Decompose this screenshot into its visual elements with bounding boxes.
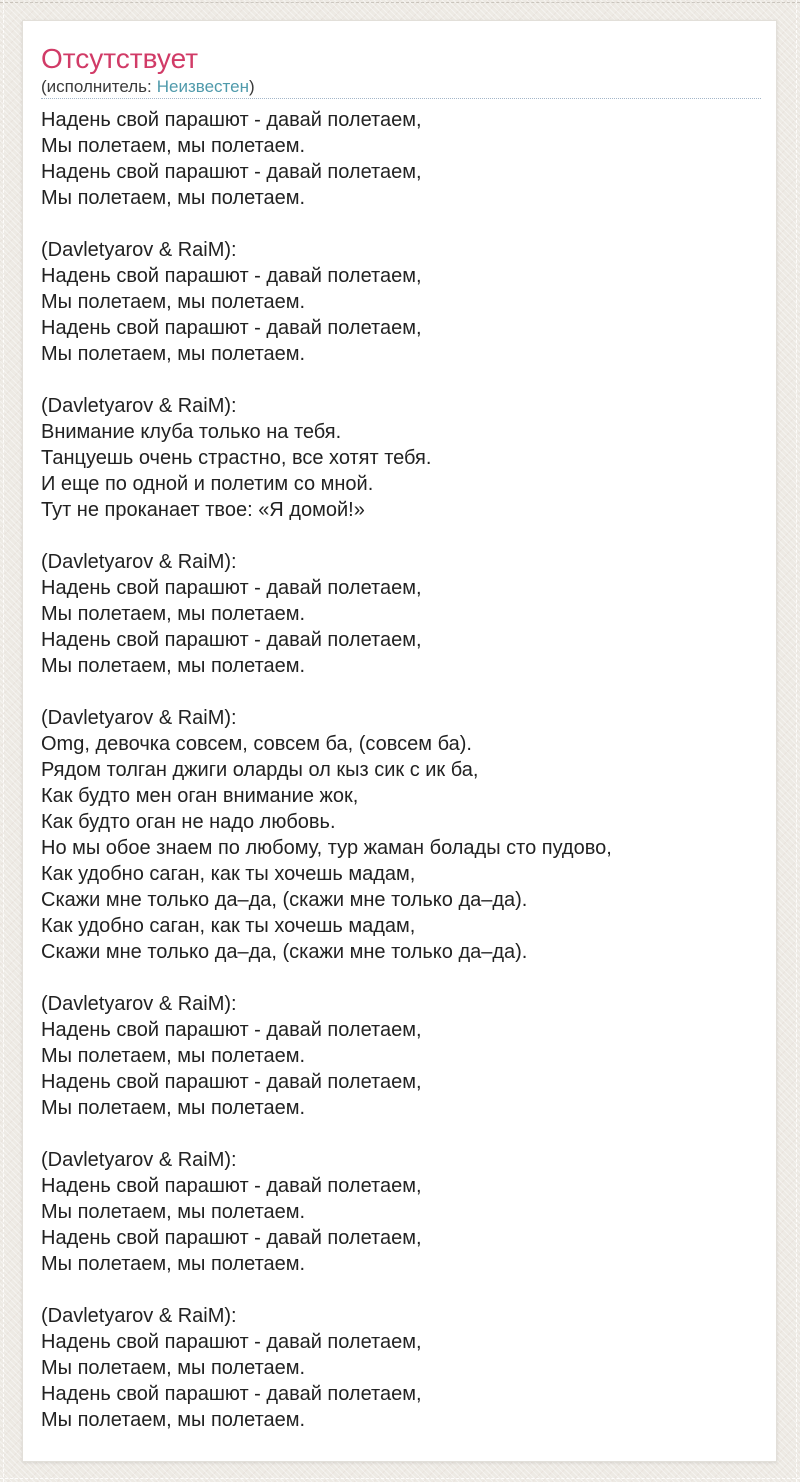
lyric-line: Как удобно саган, как ты хочешь мадам, [41, 915, 416, 937]
lyric-line: Надень свой парашют - давай полетаем, [41, 1383, 422, 1405]
lyrics-card [22, 20, 777, 1462]
lyric-line: Мы полетаем, мы полетаем. [41, 655, 306, 677]
lyric-line: Мы полетаем, мы полетаем. [41, 1357, 306, 1379]
lyric-line: Надень свой парашют - давай полетаем, [41, 1071, 422, 1093]
lyric-line: Надень свой парашют - давай полетаем, [41, 265, 422, 287]
background-stitch-bottom [0, 1478, 800, 1479]
lyric-line: Надень свой парашют - давай полетаем, [41, 1227, 422, 1249]
lyric-line: Omg, девочка совсем, совсем ба, (совсем ба). [41, 733, 472, 755]
artist-close-paren: ) [249, 77, 255, 96]
lyric-line: Мы полетаем, мы полетаем. [41, 343, 306, 365]
lyric-line: Надень свой парашют - давай полетаем, [41, 629, 422, 651]
background-stitch-left [3, 0, 4, 1482]
lyric-line: Внимание клуба только на тебя. [41, 421, 342, 443]
lyrics-paragraph [41, 705, 761, 965]
background-stitch-top [0, 2, 800, 3]
lyrics [41, 107, 761, 1433]
lyric-line: Надень свой парашют - давай полетаем, [41, 577, 422, 599]
lyric-line: Рядом толган джиги оларды ол кыз сик с ик ба, [41, 759, 479, 781]
lyric-line: Но мы обое знаем по любому, тур жаман болады сто пудово, [41, 837, 612, 859]
lyric-line: Танцуешь очень страстно, все хотят тебя. [41, 447, 432, 469]
lyrics-paragraph [41, 107, 761, 211]
lyric-line: Как будто оган не надо любовь. [41, 811, 336, 833]
lyric-line: Надень свой парашют - давай полетаем, [41, 1331, 422, 1353]
lyrics-paragraph [41, 237, 761, 367]
lyrics-paragraph [41, 991, 761, 1121]
lyric-line: Мы полетаем, мы полетаем. [41, 1201, 306, 1223]
lyric-line: Надень свой парашют - давай полетаем, [41, 109, 422, 131]
lyric-line: И еще по одной и полетим со мной. [41, 473, 374, 495]
lyric-line: Надень свой парашют - давай полетаем, [41, 1019, 422, 1041]
lyric-line: Мы полетаем, мы полетаем. [41, 603, 306, 625]
artist-link[interactable]: Неизвестен [156, 77, 249, 96]
lyric-line: Мы полетаем, мы полетаем. [41, 1045, 306, 1067]
lyric-line: Мы полетаем, мы полетаем. [41, 135, 306, 157]
background-stitch-right [796, 0, 797, 1482]
lyrics-paragraph [41, 549, 761, 679]
lyric-line: (Davletyarov & RaiM): [41, 993, 237, 1015]
lyric-line: (Davletyarov & RaiM): [41, 551, 237, 573]
lyric-line: Скажи мне только да–да, (скажи мне только да–да). [41, 889, 528, 911]
lyric-line: (Davletyarov & RaiM): [41, 707, 237, 729]
lyric-line: Надень свой парашют - давай полетаем, [41, 1175, 422, 1197]
lyric-line: (Davletyarov & RaiM): [41, 395, 237, 417]
artist-label: (исполнитель: [41, 77, 152, 96]
lyric-line: Надень свой парашют - давай полетаем, [41, 317, 422, 339]
lyric-line: Мы полетаем, мы полетаем. [41, 1097, 306, 1119]
lyric-line: Скажи мне только да–да, (скажи мне только да–да). [41, 941, 528, 963]
lyric-line: (Davletyarov & RaiM): [41, 239, 237, 261]
lyric-line: Мы полетаем, мы полетаем. [41, 291, 306, 313]
lyric-line: Мы полетаем, мы полетаем. [41, 1253, 306, 1275]
lyric-line: (Davletyarov & RaiM): [41, 1149, 237, 1171]
lyric-line: (Davletyarov & RaiM): [41, 1305, 237, 1327]
song-title: Отсутствует [41, 43, 199, 74]
lyric-line: Тут не проканает твое: «Я домой!» [41, 499, 365, 521]
lyrics-paragraph [41, 1147, 761, 1277]
lyrics-paragraph [41, 393, 761, 523]
lyric-line: Мы полетаем, мы полетаем. [41, 1409, 306, 1431]
lyrics-paragraph [41, 1303, 761, 1433]
lyric-line: Надень свой парашют - давай полетаем, [41, 161, 422, 183]
artist-line [41, 77, 761, 99]
lyric-line: Как будто мен оган внимание жок, [41, 785, 359, 807]
lyric-line: Как удобно саган, как ты хочешь мадам, [41, 863, 416, 885]
lyric-line: Мы полетаем, мы полетаем. [41, 187, 306, 209]
